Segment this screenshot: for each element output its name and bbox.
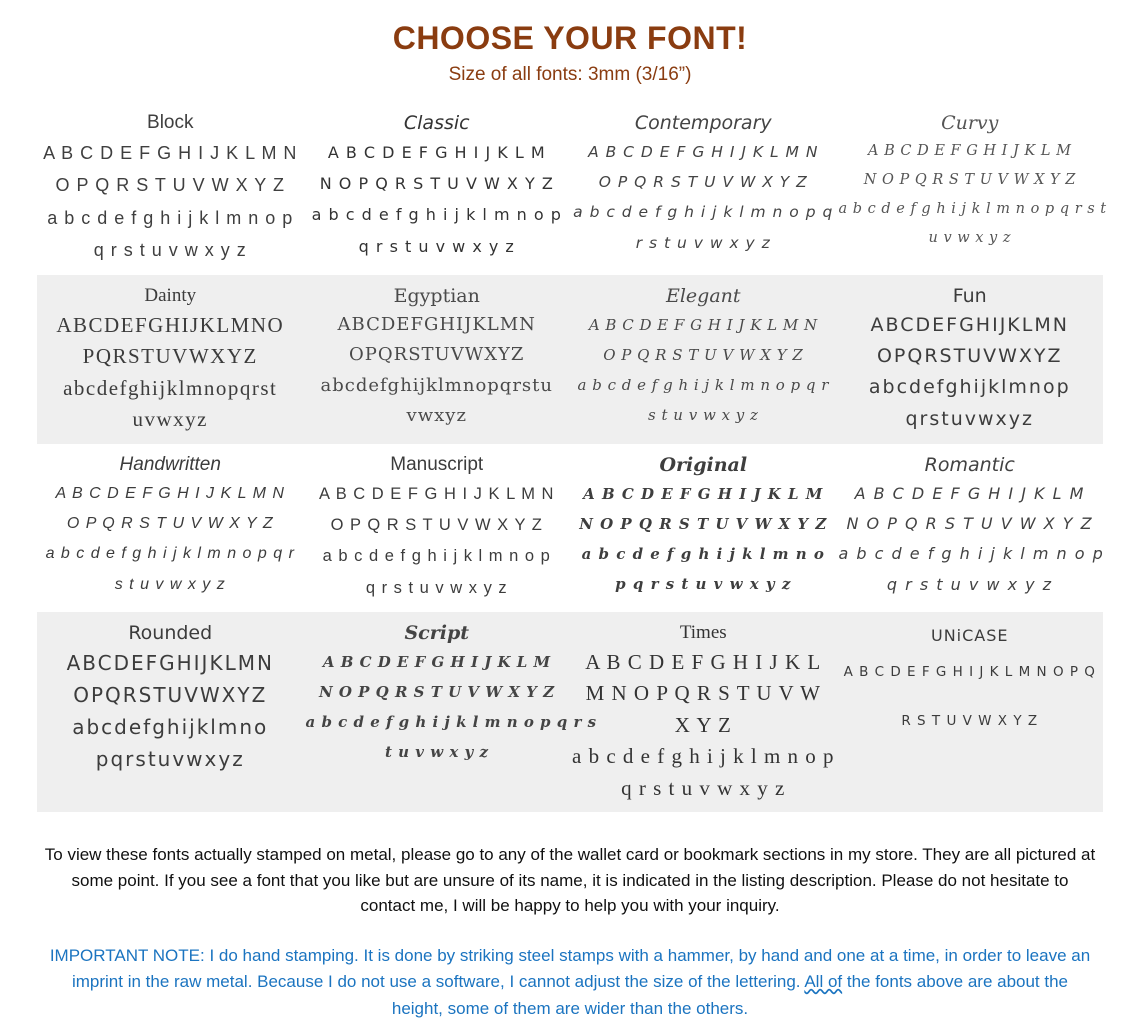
alphabet-line: A B C D E F G H I J K L M [583, 484, 824, 503]
font-name: Classic [403, 112, 470, 134]
font-sample-fun [837, 275, 1104, 444]
important-note-paragraph [48, 943, 1092, 1022]
font-sample-egyptian [304, 275, 571, 444]
font-sample-curvy [837, 102, 1107, 275]
font-name: Original [659, 453, 748, 476]
font-sample-block [37, 102, 304, 275]
header [0, 0, 1140, 86]
note-text-after: the fonts above are about the height, some of them are wider than the others. [391, 972, 1069, 1018]
alphabet-line: pqrstuvwxyz [95, 746, 245, 771]
alphabet-line: t u v w x y z [385, 742, 489, 761]
font-name: Rounded [128, 621, 213, 644]
font-name: UNiCASE [930, 625, 1009, 645]
alphabet-line: N O P Q R S T U V W X Y Z [319, 174, 554, 194]
alphabet-line: O P Q R S T U V W X Y Z [55, 175, 285, 196]
font-name: Script [404, 621, 470, 644]
alphabet-line: q r s t u v w x y z [358, 236, 515, 256]
note-text-before: IMPORTANT NOTE: I do hand stamping. It is done by striking steel stamps with a hammer, by hand and one at a time, in order to leave an imprint in the raw metal. Because I do not use a software, I cannot adjust the size of the lettering. [49, 945, 1091, 992]
alphabet-line: A B C D E F G H I J K L M [868, 143, 1072, 159]
alphabet-line: u v w x y z [928, 230, 1011, 246]
font-grid [0, 102, 1140, 812]
alphabet-line: N O P Q R S T U V W X Y Z [846, 513, 1094, 533]
alphabet-line: s t u v w x y z [114, 575, 226, 593]
font-row-1 [37, 102, 1107, 275]
alphabet-line: abcdefghijklmnop [868, 376, 1071, 399]
alphabet-line: a b c d e f g h i j k l m n o p [311, 205, 562, 225]
font-sample-contemporary [570, 102, 837, 275]
alphabet-line: a b c d e f g h i j k l m n o p q r [45, 545, 295, 563]
font-name: Contemporary [634, 112, 772, 134]
page-title: CHOOSE YOUR FONT! [392, 20, 748, 56]
font-name: Manuscript [390, 453, 484, 475]
alphabet-line: q r s t u v w x y z [365, 578, 508, 597]
font-sample-rounded [37, 612, 304, 813]
alphabet-line: A B C D E F G H I J K L M [322, 652, 551, 671]
note-text-underlined: All of [804, 972, 843, 992]
alphabet-line: O P Q R S T U V W X Y Z [603, 345, 804, 364]
font-sample-dainty [37, 275, 304, 444]
alphabet-line: a b c d e f g h i j k l m n o [581, 544, 825, 563]
alphabet-line: a b c d e f g h i j k l m n o p q r s t [838, 201, 1107, 217]
alphabet-line: p q r s t u v w x y z [615, 574, 792, 593]
alphabet-line: a b c d e f g h i j k l m n o p q r [577, 375, 829, 394]
alphabet-line: O P Q R S T U V W X Y Z [598, 173, 808, 192]
page-subtitle: Size of all fonts: 3mm (3/16”) [448, 64, 692, 85]
font-name: Dainty [144, 284, 197, 306]
alphabet-line: M N O P Q R S T U V W [585, 681, 821, 706]
alphabet-line: r s t u v w x y z [635, 233, 771, 252]
font-sample-elegant [570, 275, 837, 444]
alphabet-line: OPQRSTUVWXYZ [73, 682, 268, 707]
font-row-4 [37, 612, 1103, 813]
font-name: Romantic [924, 453, 1015, 476]
font-sample-classic [304, 102, 571, 275]
alphabet-line: OPQRSTUVWXYZ [349, 344, 525, 366]
font-sample-manuscript [304, 444, 571, 612]
alphabet-line: A B C D E F G H I J K L M [854, 483, 1085, 503]
font-row-3 [37, 444, 1103, 612]
alphabet-line: a b c d e f g h i j k l m n o p [838, 544, 1105, 564]
alphabet-line: OPQRSTUVWXYZ [876, 344, 1063, 367]
alphabet-line: N O P Q R S T U V W X Y Z [579, 514, 828, 533]
font-name: Block [147, 112, 194, 133]
alphabet-line: ABCDEFGHIJKLMN [337, 313, 536, 335]
alphabet-line: A B C D E F G H I J K L M N [319, 484, 555, 503]
alphabet-line: ABCDEFGHIJKLMNO [56, 312, 285, 337]
font-name: Handwritten [119, 453, 221, 475]
alphabet-line: ABCDEFGHIJKLMN [66, 650, 274, 675]
alphabet-line: PQRSTUVWXYZ [82, 344, 258, 369]
font-sample-handwritten [37, 444, 304, 612]
alphabet-line: a b c d e f g h i j k l m n o p [322, 547, 551, 566]
alphabet-line: A B C D E F G H I J K L M [327, 143, 546, 162]
alphabet-line: A B C D E F G H I J K L M N O P Q [843, 663, 1096, 680]
alphabet-line: R S T U V W X Y Z [901, 712, 1039, 729]
alphabet-line: O P Q R S T U V W X Y Z [330, 515, 543, 534]
alphabet-line: a b c d e f g h i j k l m n o p q r s [305, 712, 597, 731]
font-name: Fun [952, 284, 987, 307]
font-name: Egyptian [393, 284, 480, 307]
alphabet-line: a b c d e f g h i j k l m n o p q [573, 203, 834, 222]
alphabet-line: abcdefghijklmnopqrstu [320, 374, 553, 396]
alphabet-line: A B C D E F G H I J K L M N [588, 315, 818, 334]
alphabet-line: a b c d e f g h i j k l m n o p [572, 744, 835, 769]
store-info-paragraph: To view these fonts actually stamped on metal, please go to any of the wallet card or bookmark sections in my store. They are all pictured at some point. If you see a font that you like but are unsure of its name, it is indicated in the listing description. Please do not hesitate to contact me, I will be happy to help you with your inquiry. [44, 845, 1096, 916]
alphabet-line: N O P Q R S T U V W X Y Z [863, 172, 1076, 188]
font-name: Times [679, 621, 727, 643]
font-sample-romantic [837, 444, 1104, 612]
alphabet-line: uvwxyz [132, 407, 208, 432]
alphabet-line: A B C D E F G H I J K L M N [55, 484, 285, 502]
alphabet-line: q r s t u v w x y z [886, 574, 1053, 594]
alphabet-line: A B C D E F G H I J K L [585, 649, 822, 674]
alphabet-line: abcdefghijklmnopqrst [63, 375, 278, 400]
font-sample-unicase [837, 612, 1104, 813]
alphabet-line: s t u v w x y z [648, 405, 759, 424]
alphabet-line: ABCDEFGHIJKLMN [870, 313, 1069, 336]
alphabet-line: A B C D E F G H I J K L M N [588, 143, 819, 161]
font-name: Elegant [665, 284, 741, 307]
alphabet-line: a b c d e f g h i j k l m n o p [47, 207, 294, 228]
alphabet-line: abcdefghijklmno [72, 714, 269, 739]
font-name: Curvy [941, 112, 999, 134]
alphabet-line: qrstuvwxyz [905, 407, 1034, 430]
alphabet-line: q r s t u v w x y z [93, 240, 247, 261]
alphabet-line: A B C D E F G H I J K L M N [43, 143, 298, 163]
font-sample-original [570, 444, 837, 612]
alphabet-line: N O P Q R S T U V W X Y Z [318, 682, 555, 701]
alphabet-line: O P Q R S T U V W X Y Z [66, 514, 274, 532]
font-row-2 [37, 275, 1103, 444]
alphabet-line: vwxyz [406, 405, 467, 427]
font-sample-times [570, 612, 837, 813]
alphabet-line: q r s t u v w x y z [621, 775, 786, 800]
font-sample-script [304, 612, 597, 813]
alphabet-line: X Y Z [674, 712, 732, 737]
